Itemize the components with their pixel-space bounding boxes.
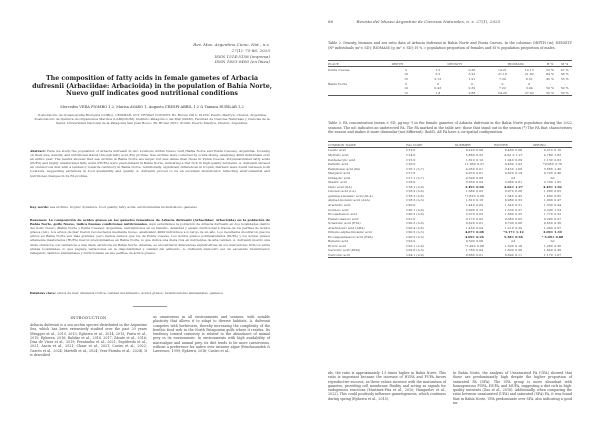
table-cell-summer: 0.66± 0.01 — [465, 253, 484, 258]
table-cell-code: C17:1 (n-7) — [406, 175, 424, 180]
table-cell-biomass-sd: 0 — [528, 81, 531, 86]
journal-volume: 27(1): 75-86, 2025 — [231, 48, 270, 53]
table-cell-winter: nd — [511, 239, 516, 244]
table-cell-code: C18:2 (n-6) — [406, 189, 424, 194]
table-cell-spring: 0.65± 0.36 — [543, 221, 562, 226]
table-cell-place — [328, 91, 391, 96]
table-cell-winter: 0.79± 0.08 — [504, 221, 523, 226]
authors: Mercedes VERA PIOMBO 1,2, Marisa AVARO 1, Augusto CRESPI-ABRIL 1,2 & Tamara RUBILAR 1,2 — [60, 105, 244, 109]
abstract — [30, 149, 270, 178]
table-cell-winter: 1.34± 0.42 — [504, 193, 523, 198]
table-cell-biomass-sd: 3.04 — [525, 86, 533, 91]
col-spring: SPRING — [533, 142, 572, 148]
table-cell-density-sd: 0.32 — [468, 86, 476, 91]
table-cell-m: - — [564, 81, 566, 86]
table-cell-winter: 2.98± 0.81 — [504, 180, 523, 185]
table-cell-summer: 1.81± 0.10 — [465, 157, 484, 162]
table-cell-summer: 0.30± 0.08 — [465, 239, 484, 244]
col-place: PLACE — [328, 61, 391, 67]
table-cell-name: Gondoic acid — [328, 207, 349, 212]
table-cell-biomass: 31.16 — [498, 72, 507, 77]
table-cell-winter: 1.04± 0.39 — [504, 157, 523, 162]
table-cell-code: C20:0 — [406, 203, 416, 208]
table-cell-code: C18:3 (n-6) — [406, 193, 424, 198]
issn-online: ISSN 1853-0400 (en línea) — [214, 59, 270, 64]
table-cell-spring: 1.28± 0.36 — [543, 243, 562, 248]
keywords — [30, 205, 270, 209]
table-cell-winter: 0.62± 0.19 — [504, 171, 523, 176]
table-cell-biomass: 14.21 — [498, 67, 507, 72]
table-cell-code: C22:6 (n-3) — [406, 248, 424, 253]
table-cell-spring: 3.68± 1.46 — [543, 166, 562, 171]
table-cell-h: 50 % — [546, 86, 554, 91]
table-cell-summer: 0.17± 0.02 — [465, 216, 484, 221]
table-cell-name: gamma-Linolenic acid (GLA) — [328, 193, 373, 198]
table-cell-spring: 4.78± 1.83 — [543, 153, 562, 157]
table-cell-summer: *1.49± 0.08 — [464, 243, 484, 248]
table-cell-name: Nervonic acid — [328, 253, 350, 258]
table-cell-m: 55 % — [560, 76, 569, 81]
table-cell-spring: 1.09± 0.07 — [543, 225, 562, 230]
col-fa-code: FAs CODE — [406, 142, 455, 148]
table-cell-spring: 1.33± 0.44 — [543, 203, 562, 208]
table-cell-code: C20:1 (n-9) — [406, 207, 424, 212]
table-cell-code: C20:5 (n-3) — [406, 234, 424, 239]
col-h: H % — [543, 61, 558, 67]
table-cell-density: 1.5 — [435, 67, 441, 72]
table2-caption: Table 2. Density, biomass and sex ratio data of Arbacia dufresnii in Bahía Norte and Punta Cuevas. In the columns: DEPTH (m); DENSITY (Nº individuals /m²± SD); BIOMASS (g /m² ± SD); H % = population proportion of females and M % population proportion of males. — [328, 41, 572, 50]
table-cell-depth: 5 — [405, 81, 408, 86]
table-cell-summer: 1.78± 0.04 — [465, 248, 484, 253]
table-cell-name: Linoleic acid (LA) — [328, 189, 356, 194]
table-cell-name: Heneicosanoic acid — [328, 216, 359, 221]
section-divider — [133, 306, 167, 307]
table-cell-place: Bahía Norte — [328, 81, 348, 86]
table-cell-winter: 9.46± 1.93 — [504, 162, 523, 167]
palabras-clave-text: erizos de mar, dinámica trófica, calidad del alimento, ácidos grasos, bioindicadores ambientales, gametos — [57, 291, 224, 295]
table-cell-spring: 2.79± 1.05 — [543, 180, 562, 185]
table-cell-spring: 1.17± 1.07 — [543, 253, 562, 258]
table-cell-name: Lauric acid — [328, 148, 346, 153]
table-row — [328, 91, 572, 96]
table-cell-winter: 3.45± 1.09 — [504, 166, 523, 171]
palabras-clave — [30, 291, 270, 295]
table-cell-summer: 3.49± 0.04 — [465, 184, 484, 189]
table-cell-h: 45 % — [546, 76, 554, 81]
table-cell-density-sd: 3.22 — [468, 72, 476, 77]
issn-print: ISSN 1514-5158 (impresa) — [214, 54, 270, 59]
col-common-name: COMMON NAME — [328, 142, 406, 148]
table-cell-name: Behenic acid — [328, 239, 349, 244]
table-cell-name: Arachidic acid — [328, 203, 351, 208]
table-cell-spring: 0.72± 0.46 — [543, 171, 562, 176]
table-cell-biomass: 0 — [501, 81, 504, 86]
table-cell-summer: 0.97± 0.01 — [465, 171, 484, 176]
table-cell-biomass-sd: 6.31 — [525, 76, 533, 81]
table-cell-code: C12:0 — [406, 148, 416, 153]
table-cell-spring: 2.20± 1.54 — [543, 207, 562, 212]
table-cell-name: Stearic acid — [328, 180, 347, 185]
table-cell-spring: 1.64± 0.36 — [543, 248, 562, 253]
table-cell-depth: 15 — [404, 76, 409, 81]
table-cell-biomass: 24.26 — [498, 90, 507, 95]
right-page — [300, 0, 600, 433]
table-cell-density: 5.5 — [435, 72, 441, 77]
resumen-text: Aquí estudiamos la población de Arbacia dufresnii en dos localidades dentro del Golfo Nuevo (Bahía Norte y Punta Cuevas), Argentina, centrándonos en su tamaño, densidad y estado nutricional a través de los perfiles de ácidos grasos (AG). Los erizos de mar fueron recolectados mediante buceo, analizando 4000 individuos a lo largo de un año. Los resultados mostraron que los erizos en Bahía Norte son más grandes, pero menos densos que los de Punta Cuevas. Los ácidos grasos poliinsaturados (PUFA) y los ácidos grasos altamente insaturados (HUFA) fueron predominantes en Bahía Norte, lo que indica una dieta rica en nutrientes de alta calidad. A. dufresnii mostró una dieta omnívora con tendencia a una dieta carnívora en Bahía Norte. Además, se encontraron diferencias significativas en los marcadores tróficos entre ambas localidades, lo que sugiere variaciones en la disponibilidad y calidad del alimento. A. dufresnii demostró ser un excelente bioindicador, reflejando cambios ambientales y nutricionales en sus perfiles de ácidos grasos. — [30, 222, 270, 255]
table-cell-winter: 1.54± 0.31 — [504, 203, 523, 208]
table-cell-h: 64 % — [546, 72, 554, 77]
table2 — [328, 60, 572, 96]
table-cell-summer: 1.45± 0.04 — [465, 225, 484, 230]
journal-name: Rev. Mus. Argentino Cienc. Nat., n.s. — [193, 42, 270, 47]
table-cell-winter: 0.98± 0.33 — [504, 198, 523, 203]
table3-caption: Table 3. FA concentration (mean ± SD; µg·mg⁻¹) in the female gametes of Arbacia dufresnii in the Bahía Norte population during the 2022 seasons. The nd: indicates an undetected FA. The FA marked in the table are: those that stand out in the season (*) The FA that characterizes the season and makes it more dissimilar (not different). (bold). All FA have a cis-spatial configuration. — [328, 121, 572, 134]
article-title: The composition of fatty acids in female gametes of Arbacia dufresnii (Arbaciidae: Arbacioida) in the population of Bahía Norte, Nuevo gulf indicates good nutritional conditions — [32, 75, 272, 98]
table-cell-depth: 10 — [404, 72, 409, 77]
palabras-clave-label: Palabras clave: — [30, 291, 57, 295]
col-depth: DEPTH — [391, 61, 420, 67]
table-cell-winter: 0.69± 0.11 — [504, 253, 523, 258]
col-winter: WINTER — [494, 142, 533, 148]
table-cell-m: 50 % — [560, 86, 569, 91]
table-cell-name: Eicosadienoic acid — [328, 212, 358, 217]
table-cell-winter: 1.60± 0.36 — [504, 248, 523, 253]
col-summer: SUMMER — [455, 142, 494, 148]
table-cell-code: C22:1 (n-9) — [406, 243, 424, 248]
table-cell-winter: 1.69± 0.35 — [504, 212, 523, 217]
keywords-text: sea urchins, trophic dynamics, food quality, fatty acids, environmental bioindicators, gametes — [49, 205, 197, 209]
table-cell-summer: 4.05± 0.01 — [465, 166, 484, 171]
table-cell-summer: 0.39± 0.08 — [465, 175, 484, 180]
table-cell-summer: *1.82± 0.08 — [464, 193, 484, 198]
table-cell-summer: 2.09± 0.15 — [465, 207, 484, 212]
table-cell-spring: 1.09± 0.47 — [543, 198, 562, 203]
table-cell-biomass: 7.22 — [498, 86, 506, 91]
table-cell-density: 1.8 — [435, 90, 441, 95]
table-cell-winter: 0.38± 0.05 — [504, 216, 523, 221]
table-cell-name: Margaric acid — [328, 171, 351, 176]
table-cell-winter: 1.21± 0.30 — [504, 225, 523, 230]
table-cell-name: Sciadonic acid (ETA) — [328, 221, 361, 226]
table-cell-place: Punta Cuevas — [328, 67, 350, 72]
table-cell-code: C18:3 (n-3) — [406, 198, 424, 203]
table-cell-spring: nd — [550, 175, 555, 180]
table-cell-summer: 2.07± 0.03 — [465, 212, 484, 217]
table-cell-code: C16:1 (n-7) — [406, 166, 424, 171]
table-cell-spring: 1.60± 0.85 — [543, 193, 562, 198]
table-cell-code: C17:0 — [406, 171, 416, 176]
table-cell-biomass-sd: 27.02 — [524, 90, 534, 95]
table-cell-name: Erucic acid — [328, 243, 346, 248]
table-cell-spring: 0.29± 0.07 — [543, 216, 562, 221]
table-cell-spring: *9.08± 2.76 — [543, 162, 562, 167]
table-cell-code: C24:1 (n-9) — [406, 253, 424, 258]
table-cell-name: Arachidonic acid (ARA) — [328, 225, 365, 230]
table-cell-winter: 1.30± 0.18 — [504, 243, 523, 248]
table-cell-name: Dihomo-alpha-linolenic acid — [328, 230, 372, 235]
table-cell-summer: 4.09± 0.26 — [465, 234, 484, 239]
table-cell-summer: 3.65± 0.04 — [465, 180, 484, 185]
table-cell-name: Ginkgolic acid — [328, 175, 351, 180]
table-cell-code: C15:0 — [406, 157, 416, 162]
table-cell-name: Palmitic acid — [328, 162, 349, 167]
table-cell-summer: 5.88± 0.32 — [465, 153, 484, 157]
table-cell-biomass-sd: 21.82 — [524, 72, 534, 77]
table-cell-spring: nd — [550, 239, 555, 244]
table-cell-code: C21:0 — [406, 216, 416, 221]
table-cell-summer: 4.07± 0.08 — [465, 230, 484, 235]
table-cell-density: 0.43 — [434, 86, 442, 91]
affiliation: 1Laboratorio de Oceanografía Biológica (LOBio), CESIMAR- CCT CENPAT CONICET. Bv. Brown 2915, 9120U, Puerto Madryn, Chubut, Argentina. 2Laboratorio de Química de Organismos Marinos (LABQUIOM), Instituto Patagónico del Mar (IPAM), Facultad de Ciencias Naturales y Ciencias de la Salud, Universidad Nacional de la Patagonia San Juan Bosco, Bv. Brown 3051, 9120U, Puerto Madryn, Chubut, Argentina. — [34, 113, 270, 126]
abstract-text: Here we study the population of Arbacia dufresnii in two locations within Nuevo Gulf (Bahía Norte and Punta Cuevas), Argentina, focusing on their size, density, and nutritional status through fatty acid (FA) profiles. Sea urchins were collected by scuba diving, analysing 4000 individuals over an entire year. The results showed that sea urchins in Bahía Norte are larger but less dense than those in Punta Cuevas. Polyunsaturated fatty acids (PUFA) and highly unsaturated fatty acids (HUFA) were predominant in Bahía Norte, indicating a diet rich in high-quality nutrients. A. dufresnii showed an omnivorous diet with a tendency towards carnivory in Bahía Norte. Additionally, significant differences in trophic markers were found between both locations, suggesting variations in food availability and quality. A. dufresnii proved to be an excellent bioindicator, reflecting environmental and nutritional changes in its FA profiles. — [30, 149, 271, 178]
table-cell-depth: 10 — [404, 86, 409, 91]
table-cell-m: 47 % — [560, 67, 569, 72]
col-m: M % — [557, 61, 572, 67]
table-cell-code: C20:2 (n-6) — [406, 212, 424, 217]
intro-column-1: Arbacia dufresnii is a sea urchin species distributed in the Argentine Sea, which has been extensively studied over the past 20 years (Brogger et al., 2010, 2013; Epherra et al., 2014, 2015; Parra et al., 2015; Epherra, 2016; Rubilar et al., 2016, 2017; Zárate et al., 2016; Díaz de Vivar et al., 2019; Fernández et al., 2021; Sepúlveda et al., 2021; Ancin et al., 2021; Chaar et al., 2021; Castro et al., 2022; Garcés et al., 2024; Martelli et al., 2024; Vera-Piombo et al., 2024). It is described — [30, 323, 147, 358]
table-cell-density-sd: 0.36 — [468, 67, 476, 72]
running-head — [328, 19, 500, 24]
introduction-heading: INTRODUCTION — [70, 315, 107, 320]
page-number: 80 — [328, 19, 334, 24]
table-cell-code: C18:0 — [406, 180, 416, 185]
table-cell-name: Pentadecylic acid — [328, 157, 356, 162]
table-cell-spring: * 5.09± 0.88 — [541, 234, 564, 239]
table-cell-winter: 5.38± 0.94 — [504, 234, 523, 239]
table-cell-density-sd: 1.91 — [468, 76, 476, 81]
table-cell-h: - — [549, 81, 551, 86]
table-cell-m: 50 % — [560, 90, 569, 95]
table3 — [328, 141, 572, 258]
body-column-1: ids, the ratio is approximately 1.5 times higher in Bahía Norte. This ratio is important because the increase of HUFA and PUFA favors reproductive success, as these values increase with the maturation of gametes, providing cell membrane fluidity and acting as signals for endogenous reactions (Martínez-Pita et al., 2010; Hanguelov et al., 2022). This could positively influence gametogenesis, which continues during spring (Epherra et al., 2015). — [328, 371, 446, 401]
table-cell-m: 36 % — [560, 72, 569, 77]
table-cell-name: Alpha-Linolenic acid (ALA) — [328, 198, 370, 203]
table-cell-name: Oleic acid (OA) — [328, 184, 352, 189]
table-cell-spring: 4.49± 1.92 — [543, 184, 562, 189]
col-biomass: BIOMASS — [489, 61, 543, 67]
keywords-label: Key words: — [30, 205, 49, 209]
table-cell-summer: 11.96± 0.27 — [464, 162, 485, 167]
journal-running-title: Revista del Museo Argentino de Ciencias Naturales, n. s. 27(1), 2025 — [356, 19, 501, 24]
table-cell-summer: 0.62± 0.01 — [465, 221, 484, 226]
table-cell-code: C20:3 (n-6) — [406, 221, 424, 226]
table-cell-name: Myristic acid — [328, 153, 349, 157]
col-density: DENSITY — [421, 61, 489, 67]
table-cell-spring: 0.21± 0.10 — [543, 148, 562, 153]
table-cell-winter: 4.66± 1.27 — [504, 184, 523, 189]
table-cell-summer: 1.61± 0.18 — [465, 198, 484, 203]
table-cell-spring: 1.13± 0.63 — [543, 157, 562, 162]
table-cell-name: Eicosapentaenoic acid (EPA) — [328, 234, 373, 239]
table-cell-density-sd: 2.88 — [468, 90, 476, 95]
table-row — [328, 253, 572, 258]
table-cell-spring: 1.28± 0.65 — [543, 189, 562, 194]
table-cell-density-sd: 0 — [470, 81, 473, 86]
resumen — [30, 218, 270, 255]
abstract-label: Abstract: — [30, 149, 46, 153]
table-cell-h: 50 % — [546, 90, 554, 95]
table-cell-code: C20:3 (n-3) — [406, 230, 424, 235]
table-cell-code: C20:4 (n-6) — [406, 225, 424, 230]
table-cell-biomass-sd: 12.13 — [524, 67, 534, 72]
table-cell-winter: 4.92 ± 1.27 — [504, 153, 523, 157]
table-cell-code: C16:0 — [406, 162, 416, 167]
table-cell-h: 53 % — [546, 67, 554, 72]
table-cell-depth: 15 — [404, 90, 409, 95]
table-cell-biomass: 7.29 — [498, 76, 506, 81]
table-cell-winter: 1.53± 0.27 — [504, 207, 523, 212]
table-cell-winter: *3.17± 1.12 — [503, 230, 524, 235]
table-cell-spring: 1.77± 0.52 — [543, 212, 562, 217]
table-cell-summer: 1.68± 0.02 — [465, 189, 484, 194]
table-cell-density: 2.13 — [434, 76, 442, 81]
table-cell-depth: 5 — [405, 67, 408, 72]
intro-column-2: as omnivorous in all environments and seasons, with notable plasticity that allows it to adapt to diverse habitats. A. dufresnii competes with herbivores, thereby increasing the complexity of the benthic food web in the North Patagonian gulfs where it resides. Its tendency toward carnivory is related to the abundance of animal prey in its environment. In environments with high availability of macroalgae and animal prey, its diet tends to be more carnivorous, without a preference for native over invasive algae (Penchaszadeh & Lawrence, 1999; Epherra, 2016; Castro et al., — [153, 315, 270, 354]
table-cell-winter: 0.48± 0.08 — [504, 148, 523, 153]
table-cell-code: C14:0 — [406, 153, 416, 157]
table-cell-summer: 1.44± 0.09 — [465, 203, 484, 208]
table-cell-density: 0 — [436, 81, 439, 86]
table-cell-code: C22:0 — [406, 239, 416, 244]
table-cell-name: Cervonic acid (DHA) — [328, 248, 361, 253]
table-cell-name: Palmitoleic acid (PA) — [328, 166, 361, 171]
table-cell-summer: 0.22± 0.08 — [465, 148, 484, 153]
table-cell-winter: 0.97± 0.38 — [504, 189, 523, 194]
table-cell-code: C18:1 (n-9) — [406, 184, 424, 189]
resumen-label: Resumen: La composición de ácidos grasos en los gametos femeninos de Arbacia dufresnii (Arbaciidae: Arbacioida) en la población de Bahía Norte, golfo Nuevo, indica buenas condiciones nutricionales. — [30, 218, 270, 227]
table-cell-spring: 3.09± 1.39 — [543, 230, 562, 235]
table-cell-winter: nd — [511, 175, 516, 180]
body-column-2: In Bahía Norte, the analysis of Unsaturated FA (UFA) showed that these are predominantly high despite the higher proportion of saturated FA (SFA). The UFA group is more abundant with homogeneous PUFA, HUFA, and MUFA, suggesting a diet rich in high-quality nutrients (Zuo et al., 2018). Additionally, when comparing the ratio between unsaturated (UFA) and saturated (SFA) FA, it was found that in Bahía Norte, UFA predominate over SFA, also indicating a good nu- — [453, 371, 572, 406]
